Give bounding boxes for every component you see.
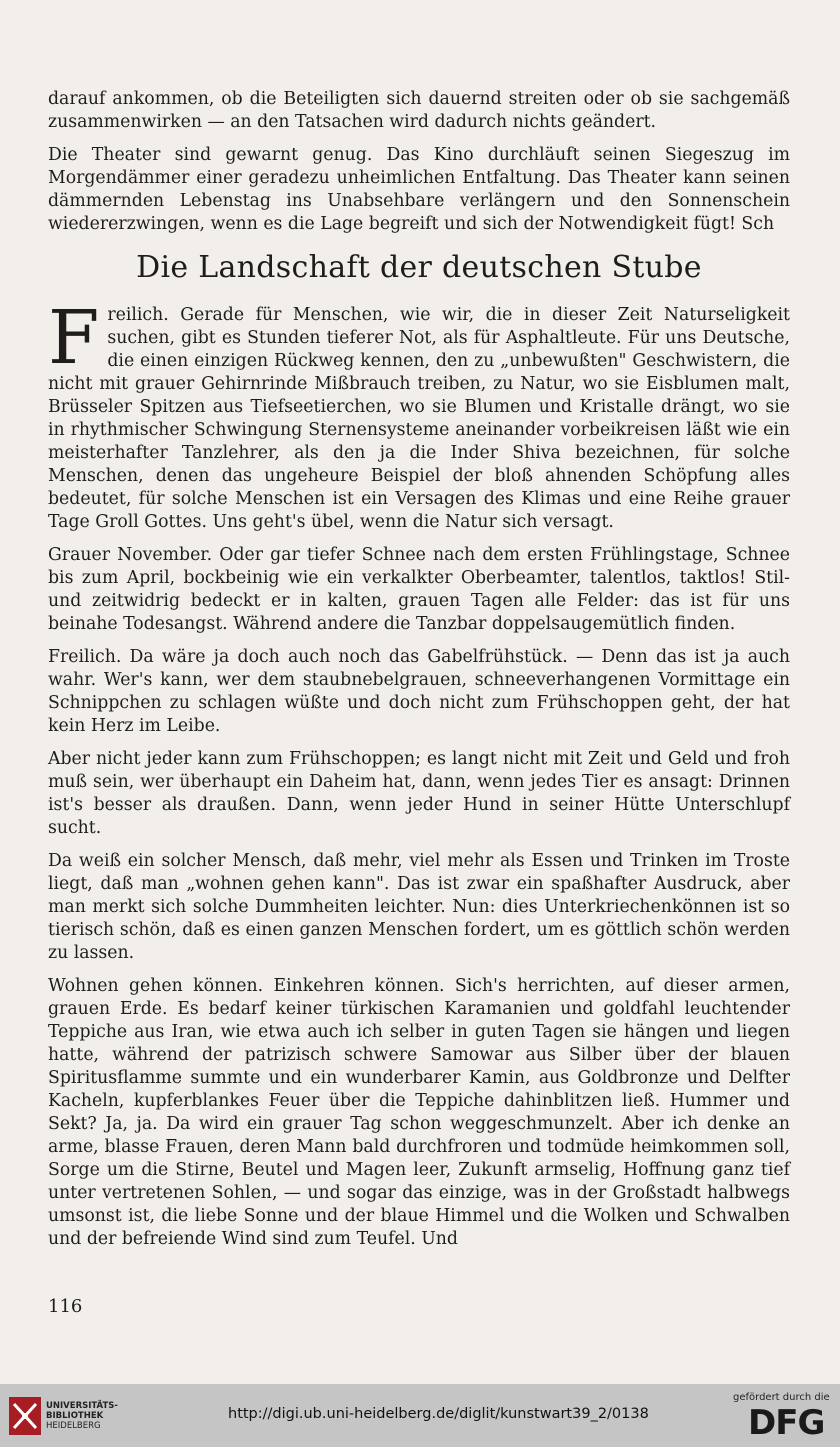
paragraph-6: Wohnen gehen können. Einkehren können. Sich's herrichten, auf dieser armen, grauen Erde. Es bedarf keiner türkischen Karamanien und goldfahl leuchtender Teppiche aus Iran, wie etwa auch ich selber in guten Tagen sie hängen und liegen hatte, während der patrizisch schwere Samowar aus Silber über der blauen Spiritusflamme summte und ein wunderbarer Kamin, aus Goldbronze und Delfter Kacheln, kupferblankes Feuer über die Teppiche dahinblitzen ließ. Hummer und Sekt? Ja, ja. Da wird ein grauer Tag schon weggeschmunzelt. Aber ich denke an arme, blasse Frauen, deren Mann bald durchfroren und todmüde heimkommen soll, Sorge um die Stirne, Beutel und Magen leer, Zukunft armselig, Hoffnung ganz tief unter vertretenen Sohlen, — und sogar das einzige, was in der Großstadt halbwegs umsonst ist, die liebe Sonne und der blaue Himmel und die Wolken und Schwalben und der befreiende Wind sind zum Teufel. Und [48,976,790,1249]
drop-cap: F [48,295,100,381]
paragraph-theater: Die Theater sind gewarnt genug. Das Kino durchläuft seinen Siegeszug im Morgendämmer einer geradezu unheimlichen Entfaltung. Das Theater kann seinen dämmernden Lebenstag ins Unabsehbare verlängern und den Sonnenschein wiedererzwingen, wenn es die Lage begreift und sich der Notwendigkeit fügt! Sch [48,145,790,234]
paragraph-4: Aber nicht jeder kann zum Frühschoppen; es langt nicht mit Zeit und Geld und froh muß sein, wer überhaupt ein Daheim hat, dann, wenn jedes Tier es ansagt: Drinnen ist's besser als draußen. Dann, wenn jeder Hund in seiner Hütte Unterschlupf sucht. [48,749,790,838]
section-title: Die Landschaft der deutschen Stube [136,250,702,285]
paragraph-5: Da weiß ein solcher Mensch, daß mehr, viel mehr als Essen und Trinken im Troste liegt, daß man „wohnen gehen kann". Das ist zwar ein spaßhafter Ausdruck, aber man merkt sich solche Dummheiten leichter. Nun: dies Unterkriechenkönnen ist so tierisch schön, daß es einen ganzen Menschen fordert, um es göttlich schön werden zu lassen. [48,851,790,963]
library-name-line1: UNIVERSITÄTS- [46,1401,118,1411]
university-seal-icon [8,1396,42,1436]
funded-by-label: gefördert durch die [733,1392,830,1403]
paragraph-1-text: reilich. Gerade für Menschen, wie wir, die in dieser Zeit Naturseligkeit suchen, gibt es Stunden tieferer Not, als für Asphaltleute. Für uns Deutsche, die einen einzigen Rückweg kennen, den zu „unbewußten" Geschwistern, die nicht mit grauer Gehirnrinde Mißbrauch treiben, zu Natur, wo sie Eisblumen malt, Brüsseler Spitzen aus Tiefseetierchen, wo sie Blumen und Kristalle drängt, wo sie in rhythmischer Schwingung Sternensysteme aneinander vorbeikreisen läßt wie ein meisterhafter Tanzlehrer, als den ja die Inder Shiva bezeichnen, für solche Menschen, denen das ungeheure Beispiel der bloß ahnenden Schöpfung alles bedeutet, für solche Menschen ist ein Versagen des Klimas und eine Reihe grauer Tage Groll Gottes. Uns geht's übel, wenn die Natur sich versagt. [48,305,790,532]
library-name [46,1401,118,1431]
library-name-line3: HEIDELBERG [46,1421,101,1431]
paragraph-2: Grauer November. Oder gar tiefer Schnee nach dem ersten Frühlingstage, Schnee bis zum April, bockbeinig wie ein verkalkter Oberbeamter, talentlos, taktlos! Stil- und zeitwidrig bedeckt er in kalten, grauen Tagen alle Felder: das ist für uns beinahe Todesangst. Während andere die Tanzbar doppelsaugemütlich finden. [48,545,790,634]
page-number: 116 [48,1296,83,1317]
dfg-logo: DFG [748,1403,825,1443]
library-name-line2: BIBLIOTHEK [46,1411,104,1421]
permalink[interactable]: http://digi.ub.uni-heidelberg.de/diglit/kunstwart39_2/0138 [228,1406,649,1422]
viewer-footer [0,1384,840,1447]
paragraph-intro: darauf ankommen, ob die Beteiligten sich dauernd streiten oder ob sie sachgemäß zusammenwirken — an den Tatsachen wird dadurch nichts geändert. [48,89,790,132]
paragraph-1 [48,295,790,534]
article-text [48,88,790,1261]
paragraph-3: Freilich. Da wäre ja doch auch noch das Gabelfrühstück. — Denn das ist ja auch wahr. Wer's kann, wer dem staubnebelgrauen, schneeverhangenen Vormittage ein Schnippchen zu schlagen wüßte und doch nicht zum Frühschoppen geht, der hat kein Herz im Leibe. [48,647,790,736]
